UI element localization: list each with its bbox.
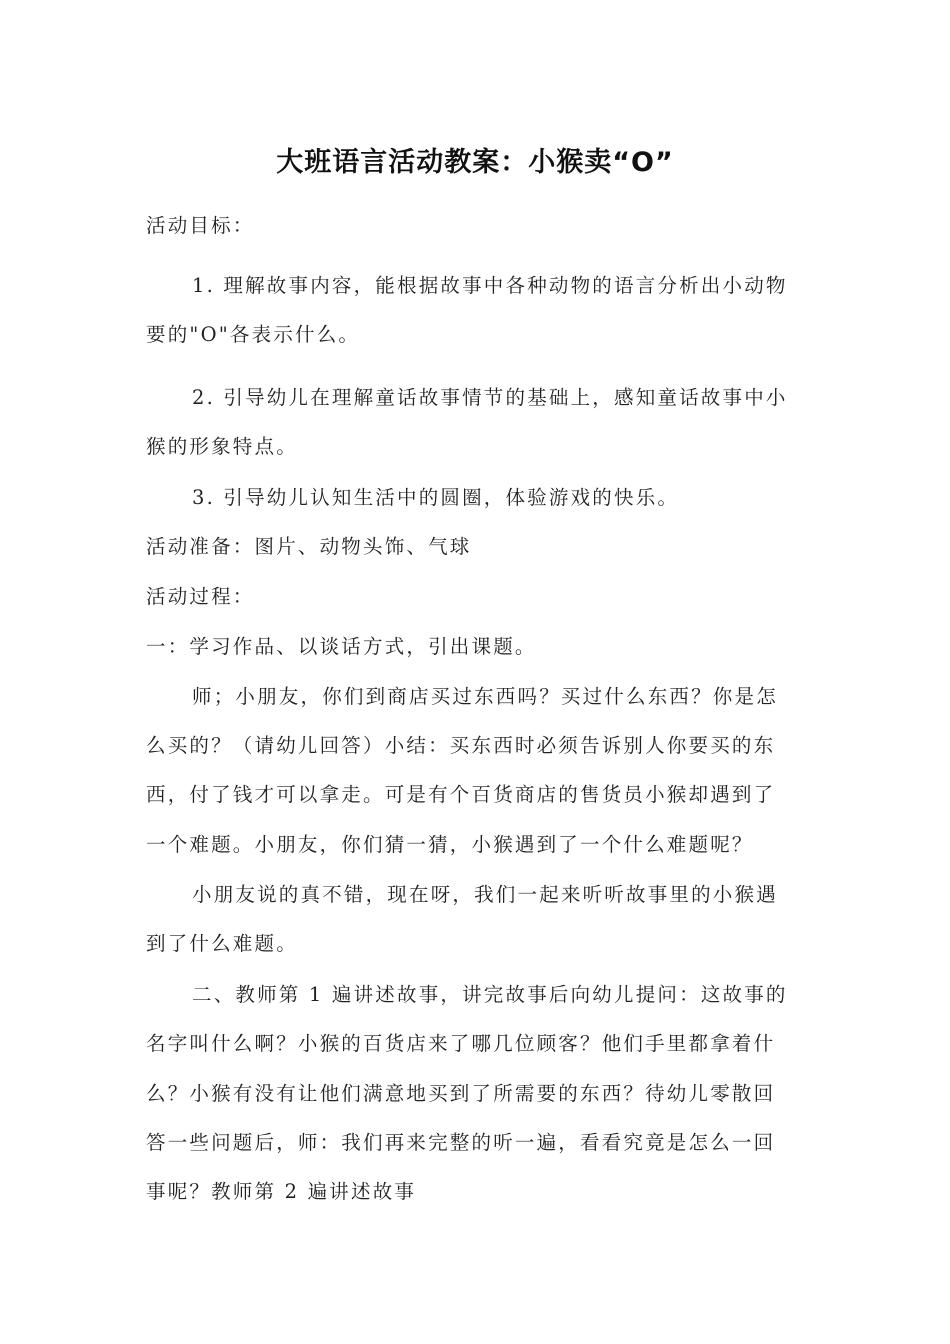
step-2-line-5: 事呢？教师第 2 遍讲述故事: [146, 1180, 417, 1203]
paragraph-1-line-3: 西，付了钱才可以拿走。可是有个百货商店的售货员小猴却遇到了: [146, 783, 776, 806]
step-2-line-2: 名字叫什么啊？小猴的百货店来了哪几位顾客？他们手里都拿着什: [146, 1032, 776, 1055]
section-heading-goals: 活动目标：: [146, 214, 255, 237]
section-heading-preparation: 活动准备：图片、动物头饰、气球: [146, 535, 472, 558]
step-2-line-4: 答一些问题后，师：我们再来完整的听一遍，看看究竟是怎么一回: [146, 1131, 776, 1154]
goal-3-line: 3. 引导幼儿认知生活中的圆圈，体验游戏的快乐。: [192, 486, 680, 509]
document-title: 大班语言活动教案：小猴卖“O”: [276, 147, 674, 178]
step-2-line-1: 二、教师第 1 遍讲述故事，讲完故事后向幼儿提问：这故事的: [192, 983, 788, 1006]
paragraph-1-line-4: 一个难题。小朋友，你们猜一猜，小猴遇到了一个什么难题呢？: [146, 833, 754, 856]
paragraph-2-line-1: 小朋友说的真不错，现在呀，我们一起来听听故事里的小猴遇: [192, 883, 778, 906]
goal-2-line-2: 猴的形象特点。: [146, 435, 298, 458]
paragraph-2-line-2: 到了什么难题。: [146, 932, 298, 955]
step-2-line-3: 么？小猴有没有让他们满意地买到了所需要的东西？待幼儿零散回: [146, 1082, 776, 1105]
step-1-heading: 一：学习作品、以谈话方式，引出课题。: [146, 635, 537, 658]
goal-1-line-2: 要的"O"各表示什么。: [146, 323, 361, 346]
goal-1-line-1: 1. 理解故事内容，能根据故事中各种动物的语言分析出小动物: [192, 274, 788, 297]
goal-2-line-1: 2. 引导幼儿在理解童话故事情节的基础上，感知童话故事中小: [192, 386, 788, 409]
paragraph-1-line-1: 师；小朋友，你们到商店买过东西吗？买过什么东西？你是怎: [192, 685, 778, 708]
paragraph-1-line-2: 么买的？（请幼儿回答）小结：买东西时必须告诉别人你要买的东: [146, 734, 776, 757]
section-heading-process: 活动过程：: [146, 585, 255, 608]
